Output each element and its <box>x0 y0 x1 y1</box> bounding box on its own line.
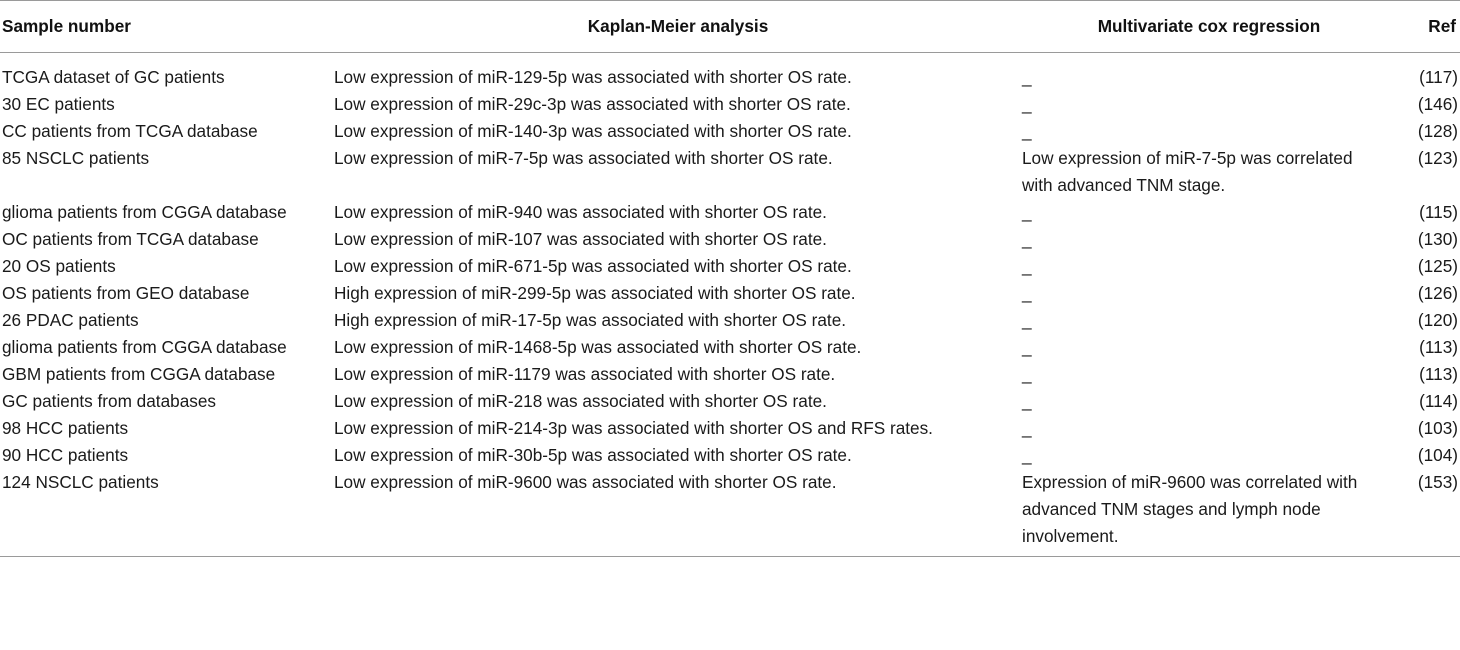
table-row <box>0 118 1460 145</box>
cell-ref-link[interactable]: (114) <box>1419 391 1458 411</box>
cell-sample-number: 85 NSCLC patients <box>2 148 150 168</box>
cell-ref-link[interactable]: (117) <box>1419 67 1458 87</box>
cell-kaplan-meier: Low expression of miR-671-5p was associated with shorter OS rate. <box>334 256 852 276</box>
cell-ref-link[interactable]: (115) <box>1419 202 1458 222</box>
cell-sample-number: 98 HCC patients <box>2 418 129 438</box>
cell-multivariate-cox: _ <box>1022 310 1032 330</box>
cell-ref-link[interactable]: (113) <box>1419 337 1458 357</box>
cell-ref-link[interactable]: (123) <box>1417 148 1458 168</box>
cell-multivariate-cox: _ <box>1022 418 1032 438</box>
table-body <box>0 53 1460 557</box>
cell-multivariate-cox: Expression of miR-9600 was correlated with advanced TNM stages and lymph node involvement. <box>1022 469 1396 557</box>
header-multivariate-cox: Multivariate cox regression <box>1022 1 1396 53</box>
header-ref: Ref <box>1396 1 1460 53</box>
cell-multivariate-cox: _ <box>1022 121 1032 141</box>
table-row <box>0 469 1460 557</box>
cell-sample-number: CC patients from TCGA database <box>2 121 258 141</box>
cell-sample-number: 124 NSCLC patients <box>0 469 334 557</box>
cell-ref-link[interactable]: (113) <box>1419 364 1458 384</box>
table-row <box>0 307 1460 334</box>
cell-ref-link[interactable]: (120) <box>1417 310 1458 330</box>
cell-kaplan-meier: Low expression of miR-9600 was associated with shorter OS rate. <box>334 469 1022 557</box>
header-row <box>0 1 1460 53</box>
cell-sample-number: 20 OS patients <box>2 256 116 276</box>
cell-ref-link[interactable]: (125) <box>1417 256 1458 276</box>
cell-multivariate-cox: _ <box>1022 229 1032 249</box>
cell-kaplan-meier: Low expression of miR-218 was associated with shorter OS rate. <box>334 391 827 411</box>
header-kaplan-meier: Kaplan-Meier analysis <box>334 1 1022 53</box>
cell-multivariate-cox: _ <box>1022 94 1032 114</box>
cell-kaplan-meier: Low expression of miR-1468-5p was associated with shorter OS rate. <box>334 337 862 357</box>
cell-sample-number: OC patients from TCGA database <box>2 229 259 249</box>
cell-sample-number: OS patients from GEO database <box>2 283 250 303</box>
cell-ref-link[interactable]: (103) <box>1417 418 1458 438</box>
header-sample-number: Sample number <box>0 1 334 53</box>
cell-multivariate-cox: _ <box>1022 256 1032 276</box>
cell-sample-number: GC patients from databases <box>2 391 216 411</box>
table-row <box>0 53 1460 92</box>
cell-kaplan-meier: Low expression of miR-7-5p was associated with shorter OS rate. <box>334 148 833 168</box>
cell-multivariate-cox: _ <box>1022 67 1032 87</box>
table-row <box>0 91 1460 118</box>
cell-sample-number: 26 PDAC patients <box>2 310 139 330</box>
cell-multivariate-cox: _ <box>1022 391 1032 411</box>
cell-kaplan-meier: Low expression of miR-940 was associated with shorter OS rate. <box>334 202 827 222</box>
cell-multivariate-cox: _ <box>1022 202 1032 222</box>
cell-kaplan-meier: Low expression of miR-107 was associated with shorter OS rate. <box>334 229 827 249</box>
cell-sample-number: glioma patients from CGGA database <box>2 202 287 222</box>
cell-ref-link[interactable]: (146) <box>1417 94 1458 114</box>
cell-sample-number: glioma patients from CGGA database <box>2 337 287 357</box>
cell-kaplan-meier: Low expression of miR-214-3p was associated with shorter OS and RFS rates. <box>334 418 933 438</box>
cell-kaplan-meier: High expression of miR-17-5p was associated with shorter OS rate. <box>334 310 847 330</box>
cell-ref-link[interactable]: (126) <box>1417 283 1458 303</box>
cell-ref-link[interactable]: (104) <box>1417 445 1458 465</box>
cell-kaplan-meier: Low expression of miR-1179 was associated with shorter OS rate. <box>334 364 836 384</box>
cell-kaplan-meier: Low expression of miR-140-3p was associated with shorter OS rate. <box>334 121 852 141</box>
cell-kaplan-meier: Low expression of miR-129-5p was associated with shorter OS rate. <box>334 67 852 87</box>
cell-ref-link[interactable]: (153) <box>1396 469 1460 557</box>
cell-ref-link[interactable]: (130) <box>1417 229 1458 249</box>
table-row <box>0 361 1460 388</box>
cell-kaplan-meier: Low expression of miR-29c-3p was associated with shorter OS rate. <box>334 94 851 114</box>
cell-ref-link[interactable]: (128) <box>1417 121 1458 141</box>
cell-multivariate-cox: _ <box>1022 364 1032 384</box>
table-row <box>0 442 1460 469</box>
table-row <box>0 334 1460 361</box>
cell-multivariate-cox: Low expression of miR-7-5p was correlated with advanced TNM stage. <box>1022 148 1353 195</box>
table-header <box>0 1 1460 53</box>
table-row <box>0 199 1460 226</box>
table-row <box>0 388 1460 415</box>
cell-sample-number: 90 HCC patients <box>2 445 129 465</box>
table-row <box>0 145 1460 199</box>
table-row <box>0 226 1460 253</box>
cell-sample-number: 30 EC patients <box>2 94 115 114</box>
table-row <box>0 415 1460 442</box>
cell-multivariate-cox: _ <box>1022 337 1032 357</box>
cell-multivariate-cox: _ <box>1022 445 1032 465</box>
cell-sample-number: GBM patients from CGGA database <box>2 364 276 384</box>
table-row <box>0 280 1460 307</box>
cell-kaplan-meier: High expression of miR-299-5p was associated with shorter OS rate. <box>334 283 856 303</box>
table-row <box>0 253 1460 280</box>
cell-multivariate-cox: _ <box>1022 283 1032 303</box>
cell-sample-number: TCGA dataset of GC patients <box>2 67 225 87</box>
cell-kaplan-meier: Low expression of miR-30b-5p was associated with shorter OS rate. <box>334 445 852 465</box>
